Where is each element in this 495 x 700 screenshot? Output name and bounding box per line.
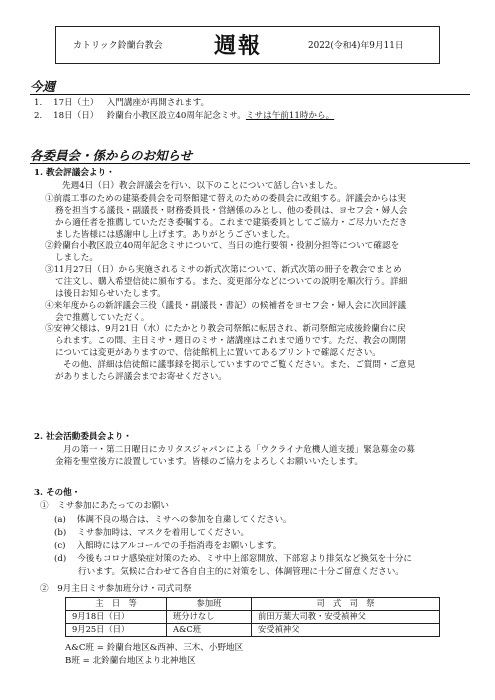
cell-date: 9月25日（日）: [66, 624, 167, 637]
social-title: 2. 社会活動委員会より・: [34, 432, 132, 442]
bulletin-title: 週報: [214, 33, 263, 59]
request-a: (a) 体調不良の場合は、ミサへの参加を自粛してください。: [54, 515, 292, 525]
cell-group: 班分けなし: [167, 611, 252, 624]
council-intro: 先週4日（日）教会評議会を行い、以下のことについて話し合いました。: [62, 181, 343, 191]
group-note-ac: A&C班 = 鈴蘭台地区&西神、三木、小野地区: [65, 643, 244, 653]
col-header-priest: 司 式 司 祭: [252, 598, 440, 611]
schedule-title: ② 9月主日ミサ参加班分け・司式司祭: [40, 584, 192, 594]
council-minutes: ①前震工事のための建築委員会を司祭館建て替えのための委員会に改組する。評議会からは実 務を担当する議長・副議長・財務委員長・営繕係のみとし、他の委員は、ヨセフ会・婦人会 から適任者を推薦していただき委嘱する。これまで建築委員としてご協力・ご尽力いただき ました皆様には感謝申し上げます。ありがとうございました。 ②鈴蘭台小教区設立40周年記念ミサについて、当日の進行要領・役割分担等について確認を しました。 ③11月27日（日）から実施されるミサの新式次第について、新式次第の冊子を教会でまとめ て注文し、購入希望信徒に頒布する。また、変更部分などについての説明を順次行う。詳細 は後日お知らせいたします。 ④来年度からの新評議会三役（議長・副議長・書記）の候補者をヨセフ会・婦人会に次回評議 会で推薦していただく。 ⑤安神父様は、9月21日（水）にたかとり教会司祭館に転居され、新司祭館完成後鈴蘭台に戻 られます。この間、主日ミサ・週日のミサ・諸講座はこれまで通りです。ただ、教会の開閉 については変更がありますので、信徒館机上に置いてあるプリントで確認ください。 その他、詳細は信徒館に議事録を掲示していますのでご覧ください。また、ご質問・ご意見 がありましたら評議会までお寄せください。: [45, 194, 416, 382]
request-d-cont: 行います。気候に合わせて各自自主的に対策をし、体調管理に十分ご留意ください。: [78, 567, 404, 577]
social-text: 月の第一・第二日曜日にカリタスジャパンによる「ウクライナ危機人道支援」緊急募金の募 金箱を聖堂後方に設置しています。皆様のご協力をよろしくお願いいたします。: [55, 445, 415, 467]
this-week-rule: [30, 94, 470, 95]
notices-heading: 各委員会・係からのお知らせ: [30, 148, 193, 163]
mass-schedule-table: [65, 597, 440, 637]
col-header-date: 主 日 等: [66, 598, 167, 611]
request-c: (c) 入館時にはアルコールでの手指消毒をお願いします。: [54, 541, 282, 551]
other-title: 3. その他・: [34, 488, 81, 498]
this-week-item-1: 1. 17日（土） 入門講座が再開されます。: [34, 98, 210, 108]
group-note-b: B班 = 北鈴蘭台地区より北神地区: [65, 656, 196, 666]
table-row: [66, 624, 440, 637]
notices-rule: [30, 163, 470, 164]
header-box: [55, 26, 440, 64]
council-title: 1. 教会評議会より・: [34, 168, 115, 178]
cell-priest: 安受禎神父: [252, 624, 440, 637]
mass-time-note: ミサは午前11時から。: [245, 111, 335, 121]
bulletin-date: 2022(令和4)年9月11日: [308, 41, 404, 51]
cell-group: A&C班: [167, 624, 252, 637]
table-row: [66, 611, 440, 624]
cell-date: 9月18日（日）: [66, 611, 167, 624]
table-header-row: [66, 598, 440, 611]
this-week-item-2: 2. 18日（日） 鈴蘭台小教区設立40周年記念ミサ。ミサは午前11時から。: [34, 111, 335, 121]
request-d: (d) 今後もコロナ感染症対策のため、ミサ中上部窓開放、下部窓より排気など換気を十分に: [54, 554, 412, 564]
col-header-group: 参加班: [167, 598, 252, 611]
this-week-heading: 今週: [30, 79, 56, 94]
mass-request-title: ① ミサ参加にあたってのお願い: [40, 501, 169, 511]
cell-priest: 前田万葉大司教・安受禎神父: [252, 611, 440, 624]
church-name: カトリック鈴蘭台教会: [73, 41, 163, 51]
request-b: (b) ミサ参加時は、マスクを着用してください。: [54, 528, 250, 538]
